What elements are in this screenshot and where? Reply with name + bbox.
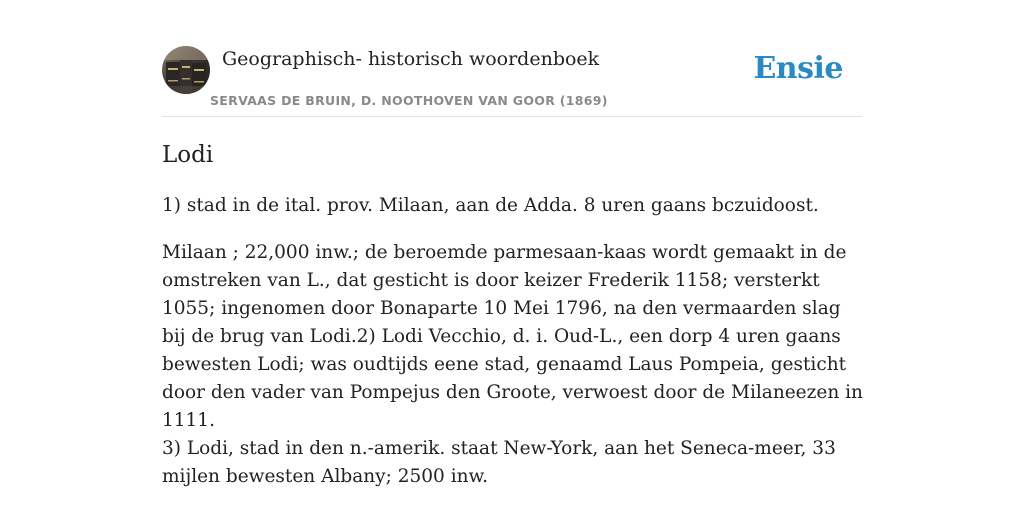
- entry-paragraph-1: 1) stad in de ital. prov. Milaan, aan de Adda. 8 uren gaans bczuidoost.: [162, 195, 819, 216]
- book-title-link[interactable]: Geographisch- historisch woordenboek: [222, 48, 600, 70]
- book-cover-image: [162, 46, 210, 94]
- entry-title: Lodi: [162, 142, 214, 168]
- book-author: SERVAAS DE BRUIN, D. NOOTHOVEN VAN GOOR (1869): [210, 93, 608, 108]
- entry-paragraph-2: Milaan ; 22,000 inw.; de beroemde parmesaan-kaas wordt gemaakt in de omstreken van L., dat gesticht is door keizer Frederik 1158; versterkt 1055; ingenomen door Bonaparte 10 Mei 1796, na den vermaarden slag bij de brug van Lodi.2) Lodi Vecchio, d. i. Oud-L., een dorp 4 uren gaans bewesten Lodi; was oudtijds eene stad, genaamd Laus Pompeia, gesticht door den vader van Pompejus den Groote, verwoest door de Milaneezen in 1111.: [162, 242, 863, 431]
- book-header: [162, 46, 862, 117]
- book-cover-avatar[interactable]: [162, 46, 210, 94]
- entry-content: [162, 138, 867, 491]
- entry-paragraph-3: 3) Lodi, stad in den n.-amerik. staat New-York, aan het Seneca-meer, 33 mijlen bewesten Albany; 2500 inw.: [162, 438, 836, 487]
- ensie-logo[interactable]: Ensie: [753, 51, 843, 86]
